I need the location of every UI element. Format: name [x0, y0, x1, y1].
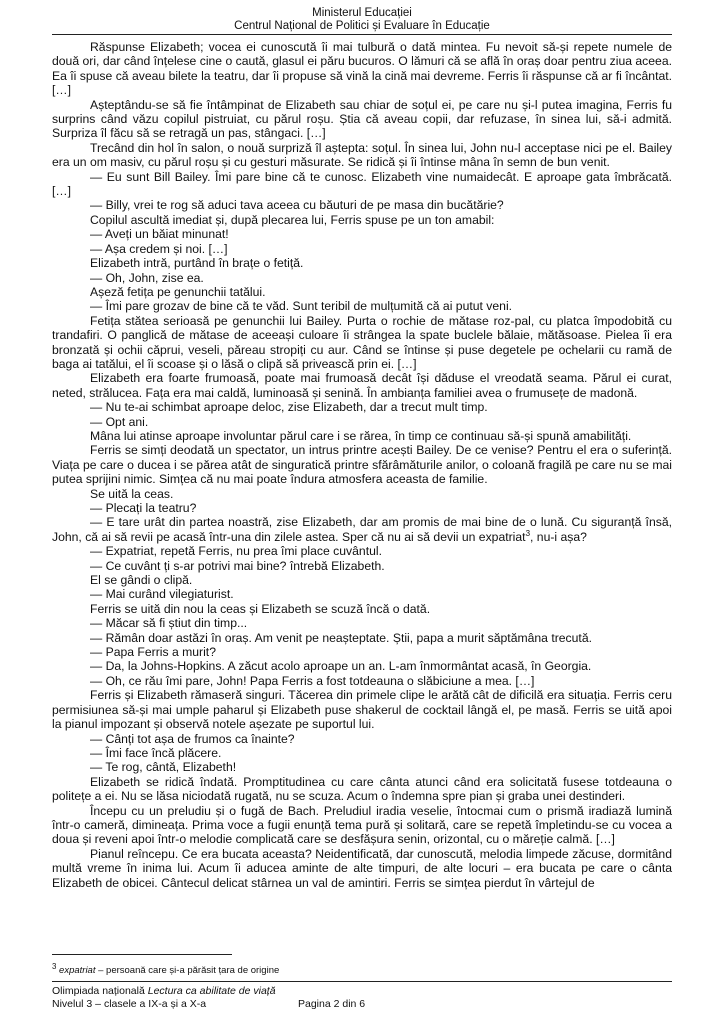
paragraph-text: — Măcar să fi știut din timp...	[90, 616, 248, 631]
paragraph-text: — Te rog, cântă, Elizabeth!	[90, 760, 237, 775]
paragraph-text: — Oh, ce rău îmi pare, John! Papa Ferris a fost totdeauna o slăbiciune a mea. […]	[90, 673, 535, 688]
paragraph-text: Elizabeth se ridică îndată. Promptitudinea cu care cânta atunci când era solicitată fusese totdeauna o politețe a ei. Nu se lăsa niciodată rugată, nu se scuza. Acum o îndemna spre pian și graba unei destinderi.	[52, 774, 672, 804]
footer-level: Nivelul 3 – clasele a IX-a și a X-a	[52, 998, 207, 1010]
paragraph-text: Fetița stătea serioasă pe genunchii lui Bailey. Purta o rochie de mătase roz-pal, cu platca împodobită cu trandafiri. O panglică de mătase de aceeași culoare îi strângea la spate buclele bălaie, mătăsoase. Pielea îi era bronzată și ochii căprui, veseli, păreau stropiți cu aur. Când se întinse și puse degetele pe ochelarii cu ramă de baga ai tatălui, el îi scoase și o lăsă o clipă să privească prin ei. […]	[52, 313, 672, 371]
paragraph	[52, 746, 672, 760]
footnote-term: expatriat	[59, 965, 96, 977]
paragraph	[52, 804, 672, 847]
paragraph	[52, 631, 672, 645]
paragraph	[52, 674, 672, 688]
paragraph-text: Așeză fetița pe genunchii tatălui.	[90, 284, 266, 299]
paragraph-text: Răspunse Elizabeth; vocea ei cunoscută îi mai tulbură o dată mintea. Fu nevoit să-și repete numele de două ori, dar când înțelese cine o caută, glasul ei păru bucuros. O lămuri că se află în oraș doar pentru ziua aceea. Ea îi spuse că aveau bilete la teatru, dar îi propuse să vină la cină mai devreme. Ferris îi răspunse că ar fi încântat. […]	[52, 40, 672, 98]
paragraph-text: Elizabeth era foarte frumoasă, poate mai frumoasă decât își dăduse el vreodată seama. Părul ei curat, neted, strălucea. Fața era mai caldă, luminoasă și senină. În ambianța familiei avea o frumusețe de madonă.	[52, 371, 672, 400]
paragraph-text: — Da, la Johns-Hopkins. A zăcut acolo aproape un an. L-am înmormântat acasă, în Georgia.	[90, 659, 592, 674]
document-body	[52, 40, 672, 890]
paragraph	[52, 170, 672, 199]
footer-olympiad	[52, 985, 672, 998]
paragraph-text: — Ce cuvânt ți s-ar potrivi mai bine? întrebă Elizabeth.	[90, 558, 385, 573]
footnote-reference: 3	[525, 528, 531, 538]
footnote-divider	[52, 954, 232, 955]
paragraph	[52, 645, 672, 659]
paragraph	[52, 256, 672, 270]
paragraph-text: — E tare urât din partea noastră, zise Elizabeth, dar am promis de mai bine de o lună. Cu siguranță însă, John, că ai să revii pe acasă într-una din zilele astea. Sper că nu ai să devii un expatriat	[52, 515, 672, 544]
paragraph	[52, 213, 672, 227]
header-center: Centrul Național de Politici și Evaluare în Educație	[234, 20, 490, 32]
paragraph-text: Începu cu un preludiu și o fugă de Bach. Preludiul iradia veselie, întocmai cum o prismă iradiază lumină într-o cameră, dimineața. Prima voce a fugii enunță tema pură și solitară, care se repetă împletindu-se cu vocea a doua și reveni apoi într-o melodie complicată care se desfășura senin, orizontal, cu o măreție calmă. […]	[52, 803, 672, 847]
paragraph	[52, 732, 672, 746]
footnote-number: 3	[52, 962, 57, 971]
footer-olympiad-prefix: Olimpiada națională	[52, 985, 148, 997]
footnote-definition: – persoană care și-a părăsit țara de origine	[95, 965, 280, 977]
paragraph	[52, 141, 672, 170]
paragraph	[52, 415, 672, 429]
paragraph-text: — Billy, vrei te rog să aduci tava aceea cu băuturi de pe masa din bucătărie?	[90, 198, 504, 213]
paragraph	[52, 544, 672, 558]
paragraph	[52, 227, 672, 241]
header-ministry: Ministerul Educației	[312, 7, 412, 19]
paragraph	[52, 371, 672, 400]
paragraph	[52, 659, 672, 673]
paragraph-text: Mâna lui atinse aproape involuntar părul care i se rărea, în timp ce continuau să-și spună amabilități.	[90, 428, 632, 443]
paragraph	[52, 602, 672, 616]
paragraph-text: Ferris se simți deodată un spectator, un intrus printre acești Bailey. De ce venise? Pentru el era o suferință. Viața pe care o ducea i se părea atât de singuratică printre sfărâmăturile anilor, o coloană fragilă pe care nu se mai putea sprijini nimic. Simțea că nu mai poate îndura atmosfera aceasta de familie.	[52, 443, 672, 487]
header-divider	[52, 34, 672, 35]
page-number: Pagina 2 din 6	[298, 998, 366, 1010]
page-footer	[52, 985, 672, 1011]
paragraph-text: — Îmi pare grozav de bine că te văd. Sunt teribil de mulțumită că ai putut veni.	[90, 299, 513, 314]
paragraph-text: Ferris și Elizabeth rămaseră singuri. Tăcerea din primele clipe le arătă cât de dificilă era situația. Ferris ceru permisiunea să-și mai umple paharul și Elizabeth puse shakerul de cocktail lângă el, pe masă. Ferris se uită apoi la pianul impozant și observă notele așezate pe suportul lui.	[52, 688, 672, 732]
paragraph-text-continued: , nu-i așa?	[530, 529, 587, 544]
paragraph-text: — Opt ani.	[90, 414, 149, 429]
paragraph	[52, 775, 672, 804]
paragraph-text: Așteptându-se să fie întâmpinat de Elizabeth sau chiar de soțul ei, pe care nu și-l putea imagina, Ferris fu surprins când văzu copilul pistruiat, cu părul roșu. Știa că aveau copii, dar refuzase, în sinea lui, să-i admită. Surpriza îl făcu să se retragă un pas, stângaci. […]	[52, 97, 672, 141]
paragraph	[52, 515, 672, 544]
paragraph-text: — Papa Ferris a murit?	[90, 645, 216, 660]
paragraph	[52, 285, 672, 299]
paragraph	[52, 314, 672, 372]
paragraph	[52, 443, 672, 486]
paragraph	[52, 587, 672, 601]
paragraph	[52, 400, 672, 414]
footnote	[52, 961, 672, 977]
paragraph-text: — Așa credem și noi. […]	[90, 241, 228, 256]
paragraph-text: Pianul reîncepu. Ce era bucata aceasta? Neidentificată, dar cunoscută, melodia limpede zăcuse, dormitând multă vreme în inima lui. Acum îi aducea aminte de alte timpuri, de alte locuri – era bucata pe care o cânta Elizabeth de obicei. Cântecul delicat stârnea un val de amintiri. Ferris se simțea pierdut în vârtejul de	[52, 846, 672, 890]
paragraph	[52, 760, 672, 774]
paragraph-text: — Nu te-ai schimbat aproape deloc, zise Elizabeth, dar a trecut mult timp.	[90, 400, 488, 415]
paragraph	[52, 847, 672, 890]
paragraph	[52, 688, 672, 731]
paragraph-text: Se uită la ceas.	[90, 486, 174, 501]
paragraph-text: — Aveți un băiat minunat!	[90, 227, 229, 242]
paragraph	[52, 98, 672, 141]
paragraph-text: — Mai curând vilegiaturist.	[90, 587, 234, 602]
paragraph	[52, 198, 672, 212]
paragraph	[52, 271, 672, 285]
footer-olympiad-title: Lectura ca abilitate de viață	[147, 985, 276, 997]
paragraph-text: Ferris se uită din nou la ceas și Elizabeth se scuză încă o dată.	[90, 601, 431, 616]
paragraph	[52, 299, 672, 313]
paragraph-text: — Rămân doar astăzi în oraș. Am venit pe neașteptate. Știi, papa a murit săptămâna trecută.	[90, 630, 592, 645]
paragraph	[52, 616, 672, 630]
paragraph-text: — Expatriat, repetă Ferris, nu prea îmi place cuvântul.	[90, 544, 382, 559]
paragraph	[52, 573, 672, 587]
paragraph	[52, 487, 672, 501]
paragraph-text: — Îmi face încă plăcere.	[90, 745, 222, 760]
paragraph-text: El se gândi o clipă.	[90, 573, 193, 588]
paragraph-text: Elizabeth intră, purtând în brațe o fetiță.	[90, 256, 304, 271]
paragraph-text: — Cânți tot așa de frumos ca înainte?	[90, 731, 295, 746]
footer-divider	[52, 981, 672, 982]
paragraph-text: — Plecați la teatru?	[90, 501, 197, 515]
page-header	[0, 7, 724, 33]
paragraph	[52, 429, 672, 443]
paragraph	[52, 40, 672, 98]
paragraph-text: — Oh, John, zise ea.	[90, 270, 204, 285]
paragraph-text: — Eu sunt Bill Bailey. Îmi pare bine că te cunosc. Elizabeth vine numaidecât. E aproape gata îmbrăcată. […]	[52, 169, 672, 199]
paragraph	[52, 559, 672, 573]
paragraph	[52, 242, 672, 256]
paragraph	[52, 501, 672, 515]
paragraph-text: Trecând din hol în salon, o nouă surpriză îl aștepta: soțul. În sinea lui, John nu-l acceptase nici pe el. Bailey era un om masiv, cu părul roșu și cu gesturi măsurate. Se ridică și îi întinse mâna în semn de bun venit.	[52, 140, 672, 170]
paragraph-text: Copilul ascultă imediat și, după plecarea lui, Ferris spuse pe un ton amabil:	[90, 212, 495, 227]
